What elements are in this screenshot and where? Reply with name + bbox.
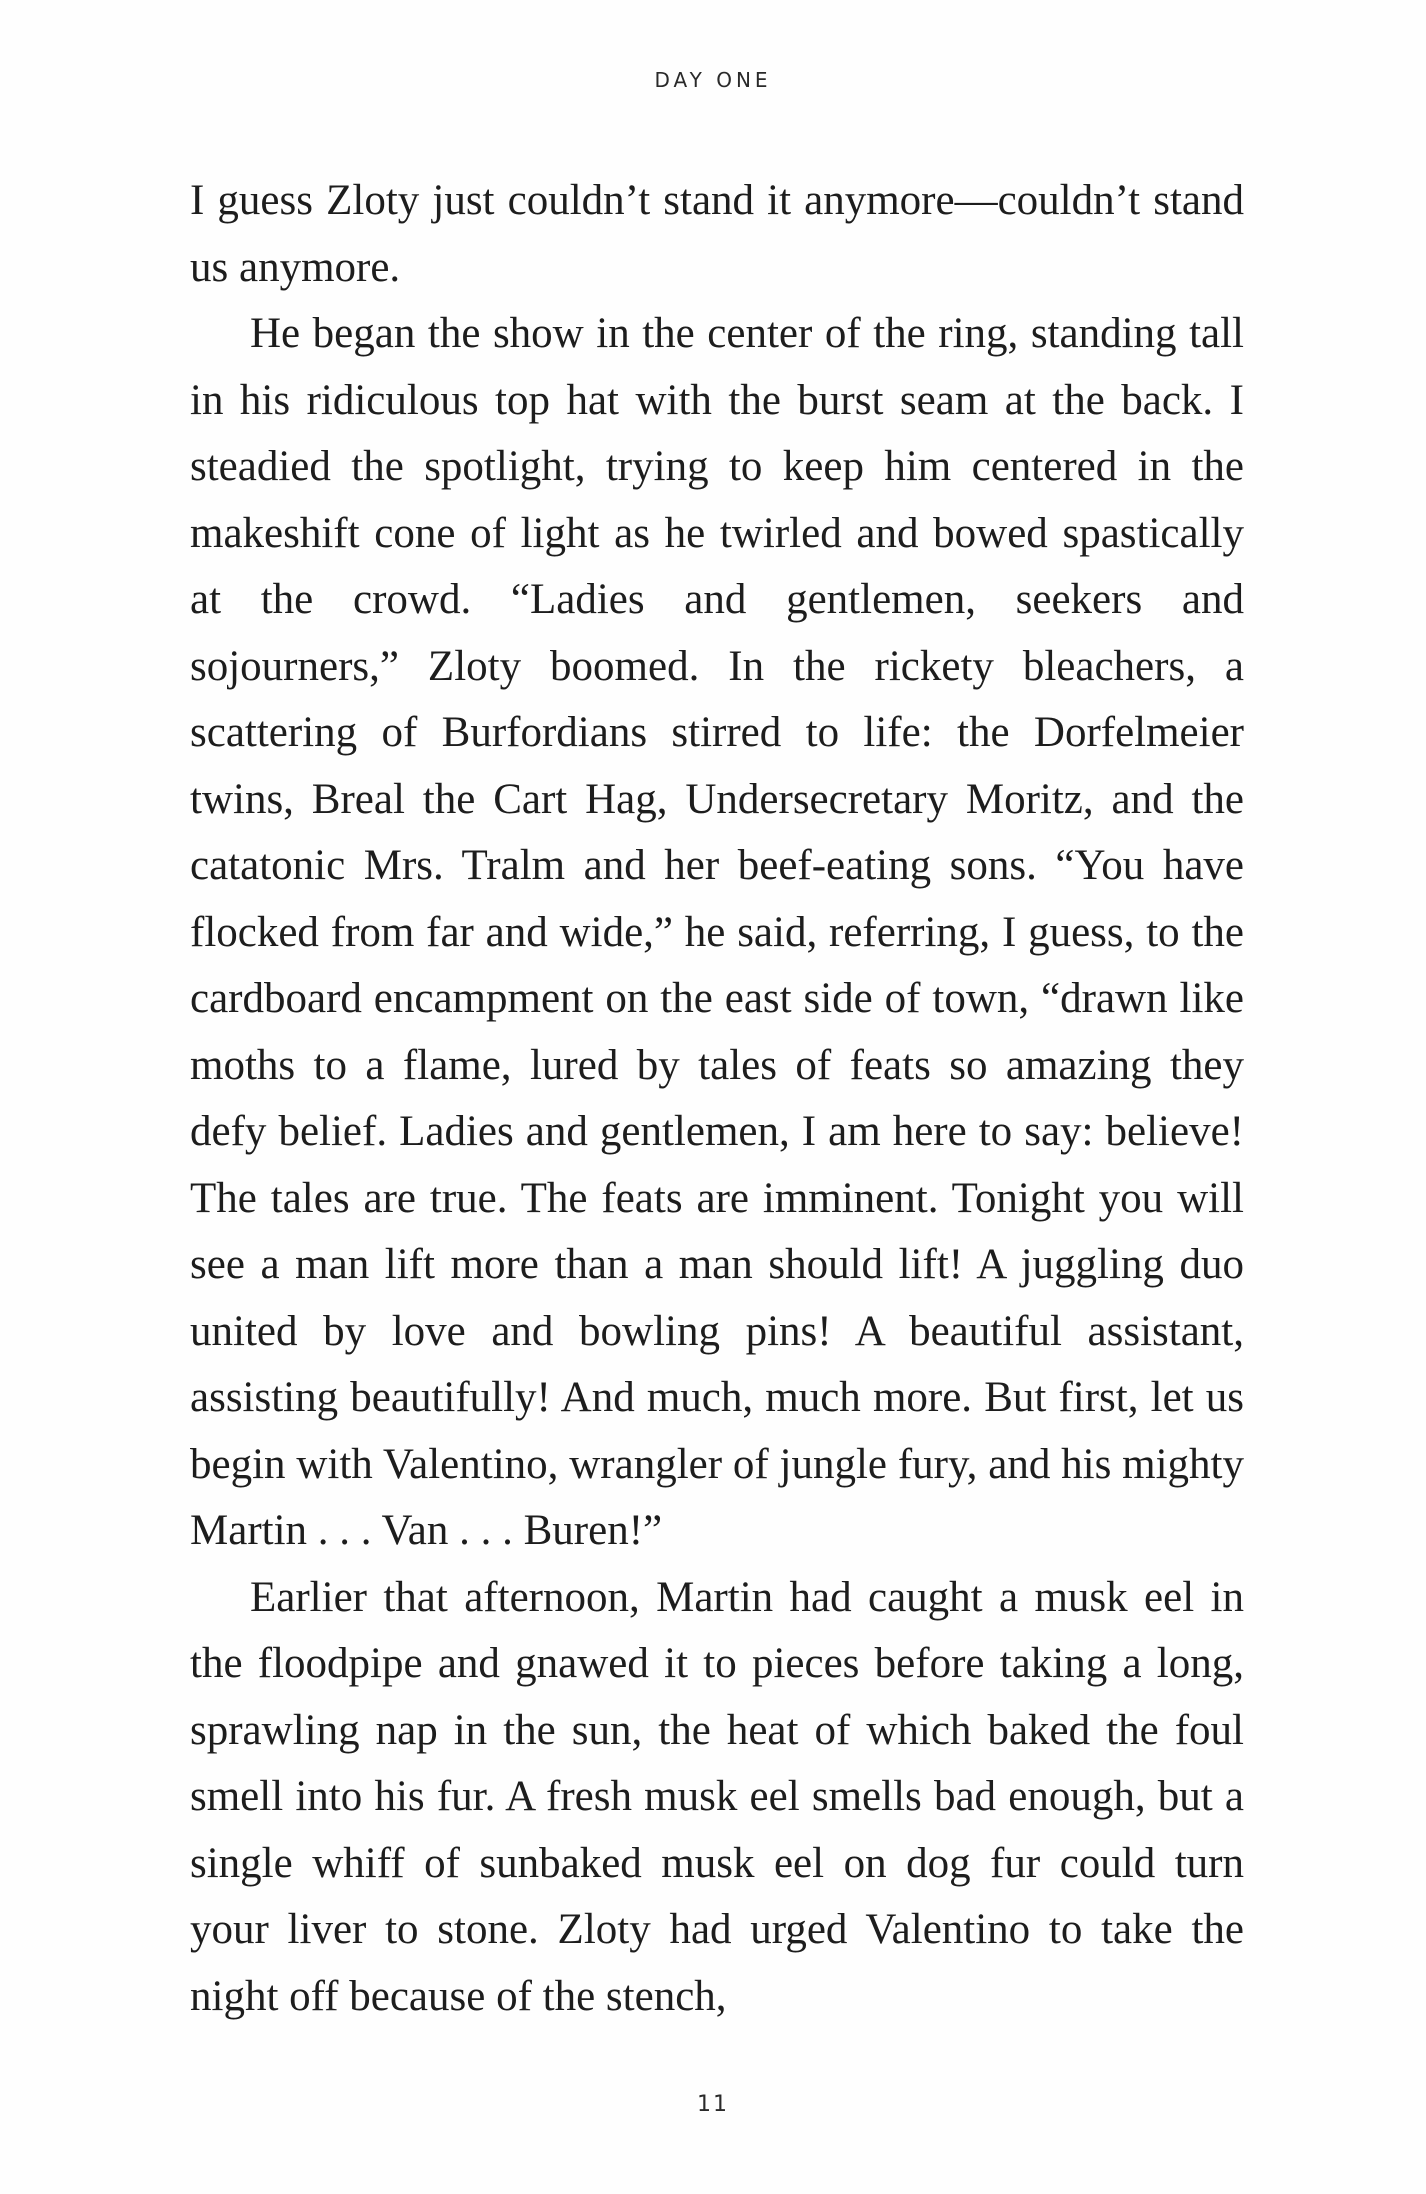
- page-number: 11: [697, 2092, 729, 2117]
- body-text: [190, 168, 1244, 2030]
- paragraph-3: Earlier that afternoon, Martin had caught a musk eel in the floodpipe and gnawed it to pieces before taking a long, sprawling nap in the sun, the heat of which baked the foul smell into his fur. A fresh musk eel smells bad enough, but a single whiff of sunbaked musk eel on dog fur could turn your liver to stone. Zloty had urged Valentino to take the night off because of the stench,: [190, 1573, 1244, 2020]
- paragraph-1: I guess Zloty just couldn’t stand it anymore—couldn’t stand us anymore.: [190, 177, 1244, 291]
- paragraph-2: He began the show in the center of the ring, standing tall in his ridiculous top hat with the burst seam at the back. I steadied the spotlight, trying to keep him centered in the makeshift cone of light as he twirled and bowed spastically at the crowd. “Ladies and gentlemen, seekers and sojourners,” Zloty boomed. In the rickety bleachers, a scattering of Burfordians stirred to life: the Dorfelmeier twins, Breal the Cart Hag, Undersecretary Moritz, and the catatonic Mrs. Tralm and her beef-eating sons. “You have flocked from far and wide,” he said, referring, I guess, to the cardboard encampment on the east side of town, “drawn like moths to a flame, lured by tales of feats so amazing they defy belief. Ladies and gentlemen, I am here to say: believe! The tales are true. The feats are imminent. Tonight you will see a man lift more than a man should lift! A juggling duo united by love and bowling pins! A beautiful assistant, assisting beautifully! And much, much more. But first, let us begin with Valentino, wrangler of jungle fury, and his mighty Martin . . . Van . . . Buren!”: [190, 310, 1244, 1554]
- running-head: DAY ONE: [654, 68, 772, 92]
